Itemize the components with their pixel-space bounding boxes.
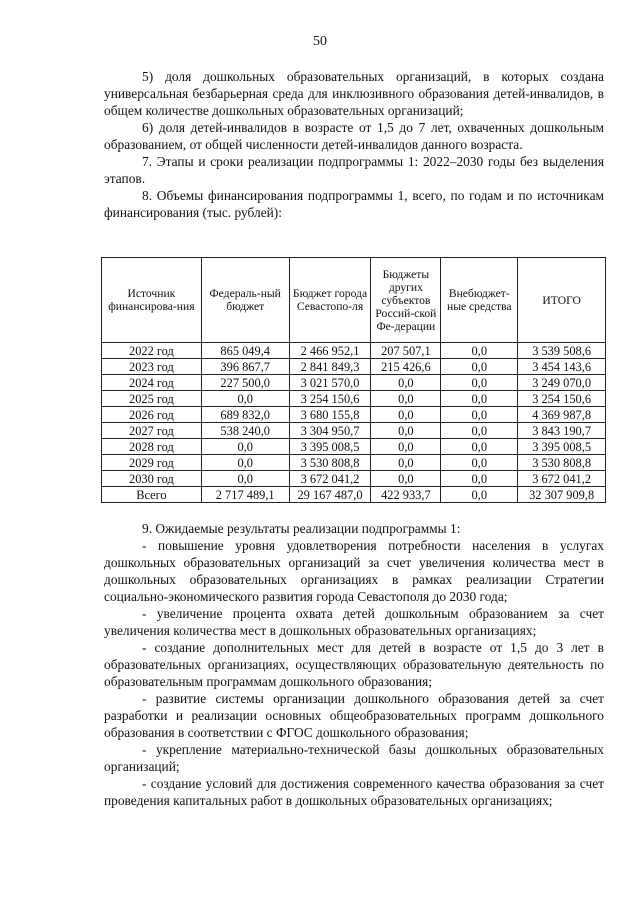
- table-cell: 2029 год: [102, 455, 202, 471]
- table-cell: 0,0: [371, 375, 441, 391]
- table-cell: 32 307 909,8: [518, 487, 606, 503]
- table-cell: 2 466 952,1: [289, 343, 371, 359]
- table-cell: 0,0: [371, 471, 441, 487]
- table-cell: 865 049,4: [201, 343, 289, 359]
- table-cell: 0,0: [441, 487, 518, 503]
- table-cell: 538 240,0: [201, 423, 289, 439]
- paragraph-item-6: 6) доля детей-инвалидов в возрасте от 1,5 до 7 лет, охваченных дошкольным образованием, от общей численности детей-инвалидов данного возраста.: [104, 120, 604, 152]
- table-cell: 227 500,0: [201, 375, 289, 391]
- table-cell: 0,0: [441, 471, 518, 487]
- paragraph-financing: 8. Объемы финансирования подпрограммы 1, всего, по годам и по источникам финансирования (тыс. рублей):: [104, 188, 604, 220]
- table-cell: 0,0: [441, 391, 518, 407]
- list-item: - увеличение процента охвата детей дошкольным образованием за счет увеличения количества мест в дошкольных образовательных организациях;: [104, 606, 604, 638]
- table-cell: 2024 год: [102, 375, 202, 391]
- table-cell: 0,0: [441, 407, 518, 423]
- header-source: Источник финансирова-ния: [102, 258, 202, 343]
- table-cell: 3 254 150,6: [289, 391, 371, 407]
- table-cell: 422 933,7: [371, 487, 441, 503]
- table-cell: 0,0: [441, 455, 518, 471]
- table-cell: 2030 год: [102, 471, 202, 487]
- table-cell: 3 843 190,7: [518, 423, 606, 439]
- table-cell: 2023 год: [102, 359, 202, 375]
- header-federal: Федераль-ный бюджет: [201, 258, 289, 343]
- table-cell: 0,0: [201, 455, 289, 471]
- table-cell: 0,0: [371, 423, 441, 439]
- table-cell: 0,0: [441, 343, 518, 359]
- table-cell: 396 867,7: [201, 359, 289, 375]
- table-cell: 0,0: [201, 471, 289, 487]
- table-cell: 0,0: [371, 439, 441, 455]
- table-cell: 3 530 808,8: [518, 455, 606, 471]
- table-cell: 0,0: [201, 391, 289, 407]
- table-cell: 3 454 143,6: [518, 359, 606, 375]
- table-row: [102, 375, 606, 391]
- table-cell: 3 539 508,6: [518, 343, 606, 359]
- table-row: [102, 407, 606, 423]
- table-cell: 2025 год: [102, 391, 202, 407]
- table-cell: 2028 год: [102, 439, 202, 455]
- results-heading: 9. Ожидаемые результаты реализации подпрограммы 1:: [142, 521, 461, 536]
- table-cell: 0,0: [441, 423, 518, 439]
- list-item: - создание дополнительных мест для детей в возрасте от 1,5 до 3 лет в образовательных организациях, осуществляющих образовательную деятельность по образовательным программам дошкольного образования;: [104, 640, 604, 689]
- table-header-row: [102, 258, 606, 343]
- header-city: Бюджет города Севастопо-ля: [289, 258, 371, 343]
- table-cell: 2027 год: [102, 423, 202, 439]
- table-cell: 3 395 008,5: [289, 439, 371, 455]
- table-cell: 689 832,0: [201, 407, 289, 423]
- financing-table: [101, 257, 606, 503]
- table-cell: 3 530 808,8: [289, 455, 371, 471]
- table-cell: 0,0: [441, 439, 518, 455]
- table-cell: 3 254 150,6: [518, 391, 606, 407]
- table-row: [102, 359, 606, 375]
- table-row: [102, 423, 606, 439]
- table-row: [102, 455, 606, 471]
- header-total: ИТОГО: [518, 258, 606, 343]
- list-item: - развитие системы организации дошкольного образования детей за счет разработки и реализации основных общеобразовательных программ дошкольного образования в соответствии с ФГОС дошкольного образования;: [104, 691, 604, 740]
- table-cell: 2 841 849,3: [289, 359, 371, 375]
- table-cell: 215 426,6: [371, 359, 441, 375]
- table-cell: 3 021 570,0: [289, 375, 371, 391]
- paragraph-item-5: 5) доля дошкольных образовательных организаций, в которых создана универсальная безбарьерная среда для инклюзивного образования детей-инвалидов, в общем количестве дошкольных образовательных организаций;: [104, 69, 604, 118]
- table-row: [102, 439, 606, 455]
- table-cell: 3 680 155,8: [289, 407, 371, 423]
- table-cell: Всего: [102, 487, 202, 503]
- table-row: [102, 391, 606, 407]
- page-number: 50: [313, 34, 327, 49]
- expected-results: [104, 520, 604, 809]
- table-cell: 29 167 487,0: [289, 487, 371, 503]
- table-cell: 3 672 041,2: [518, 471, 606, 487]
- table-cell: 0,0: [371, 391, 441, 407]
- list-item: - укрепление материально-технической базы дошкольных образовательных организаций;: [104, 742, 604, 774]
- table-cell: 2022 год: [102, 343, 202, 359]
- header-other-regions: Бюджеты других субъектов Россий-ской Фе-дерации: [371, 258, 441, 343]
- table-row: [102, 343, 606, 359]
- list-item: - создание условий для достижения современного качества образования за счет проведения капитальных работ в дошкольных образовательных организациях;: [104, 776, 604, 808]
- table-cell: 4 369 987,8: [518, 407, 606, 423]
- table-cell: 0,0: [441, 375, 518, 391]
- table-cell: 0,0: [201, 439, 289, 455]
- paragraph-stages: 7. Этапы и сроки реализации подпрограммы 1: 2022–2030 годы без выделения этапов.: [104, 154, 604, 186]
- table-cell: 0,0: [371, 455, 441, 471]
- table-cell: 3 249 070,0: [518, 375, 606, 391]
- header-extrabudgetary: Внебюджет-ные средства: [441, 258, 518, 343]
- table-row-total: [102, 487, 606, 503]
- table-cell: 2 717 489,1: [201, 487, 289, 503]
- table-cell: 3 395 008,5: [518, 439, 606, 455]
- table-cell: 207 507,1: [371, 343, 441, 359]
- intro-text: [104, 68, 604, 221]
- table-cell: 0,0: [441, 359, 518, 375]
- list-item: - повышение уровня удовлетворения потребности населения в услугах дошкольных образовательных организаций за счет увеличения количества мест в дошкольных образовательных организациях в рамках реализации Стратегии социально-экономического развития города Севастополя до 2030 года;: [104, 538, 604, 604]
- table-cell: 3 672 041,2: [289, 471, 371, 487]
- table-cell: 3 304 950,7: [289, 423, 371, 439]
- table-cell: 2026 год: [102, 407, 202, 423]
- table-cell: 0,0: [371, 407, 441, 423]
- table-row: [102, 471, 606, 487]
